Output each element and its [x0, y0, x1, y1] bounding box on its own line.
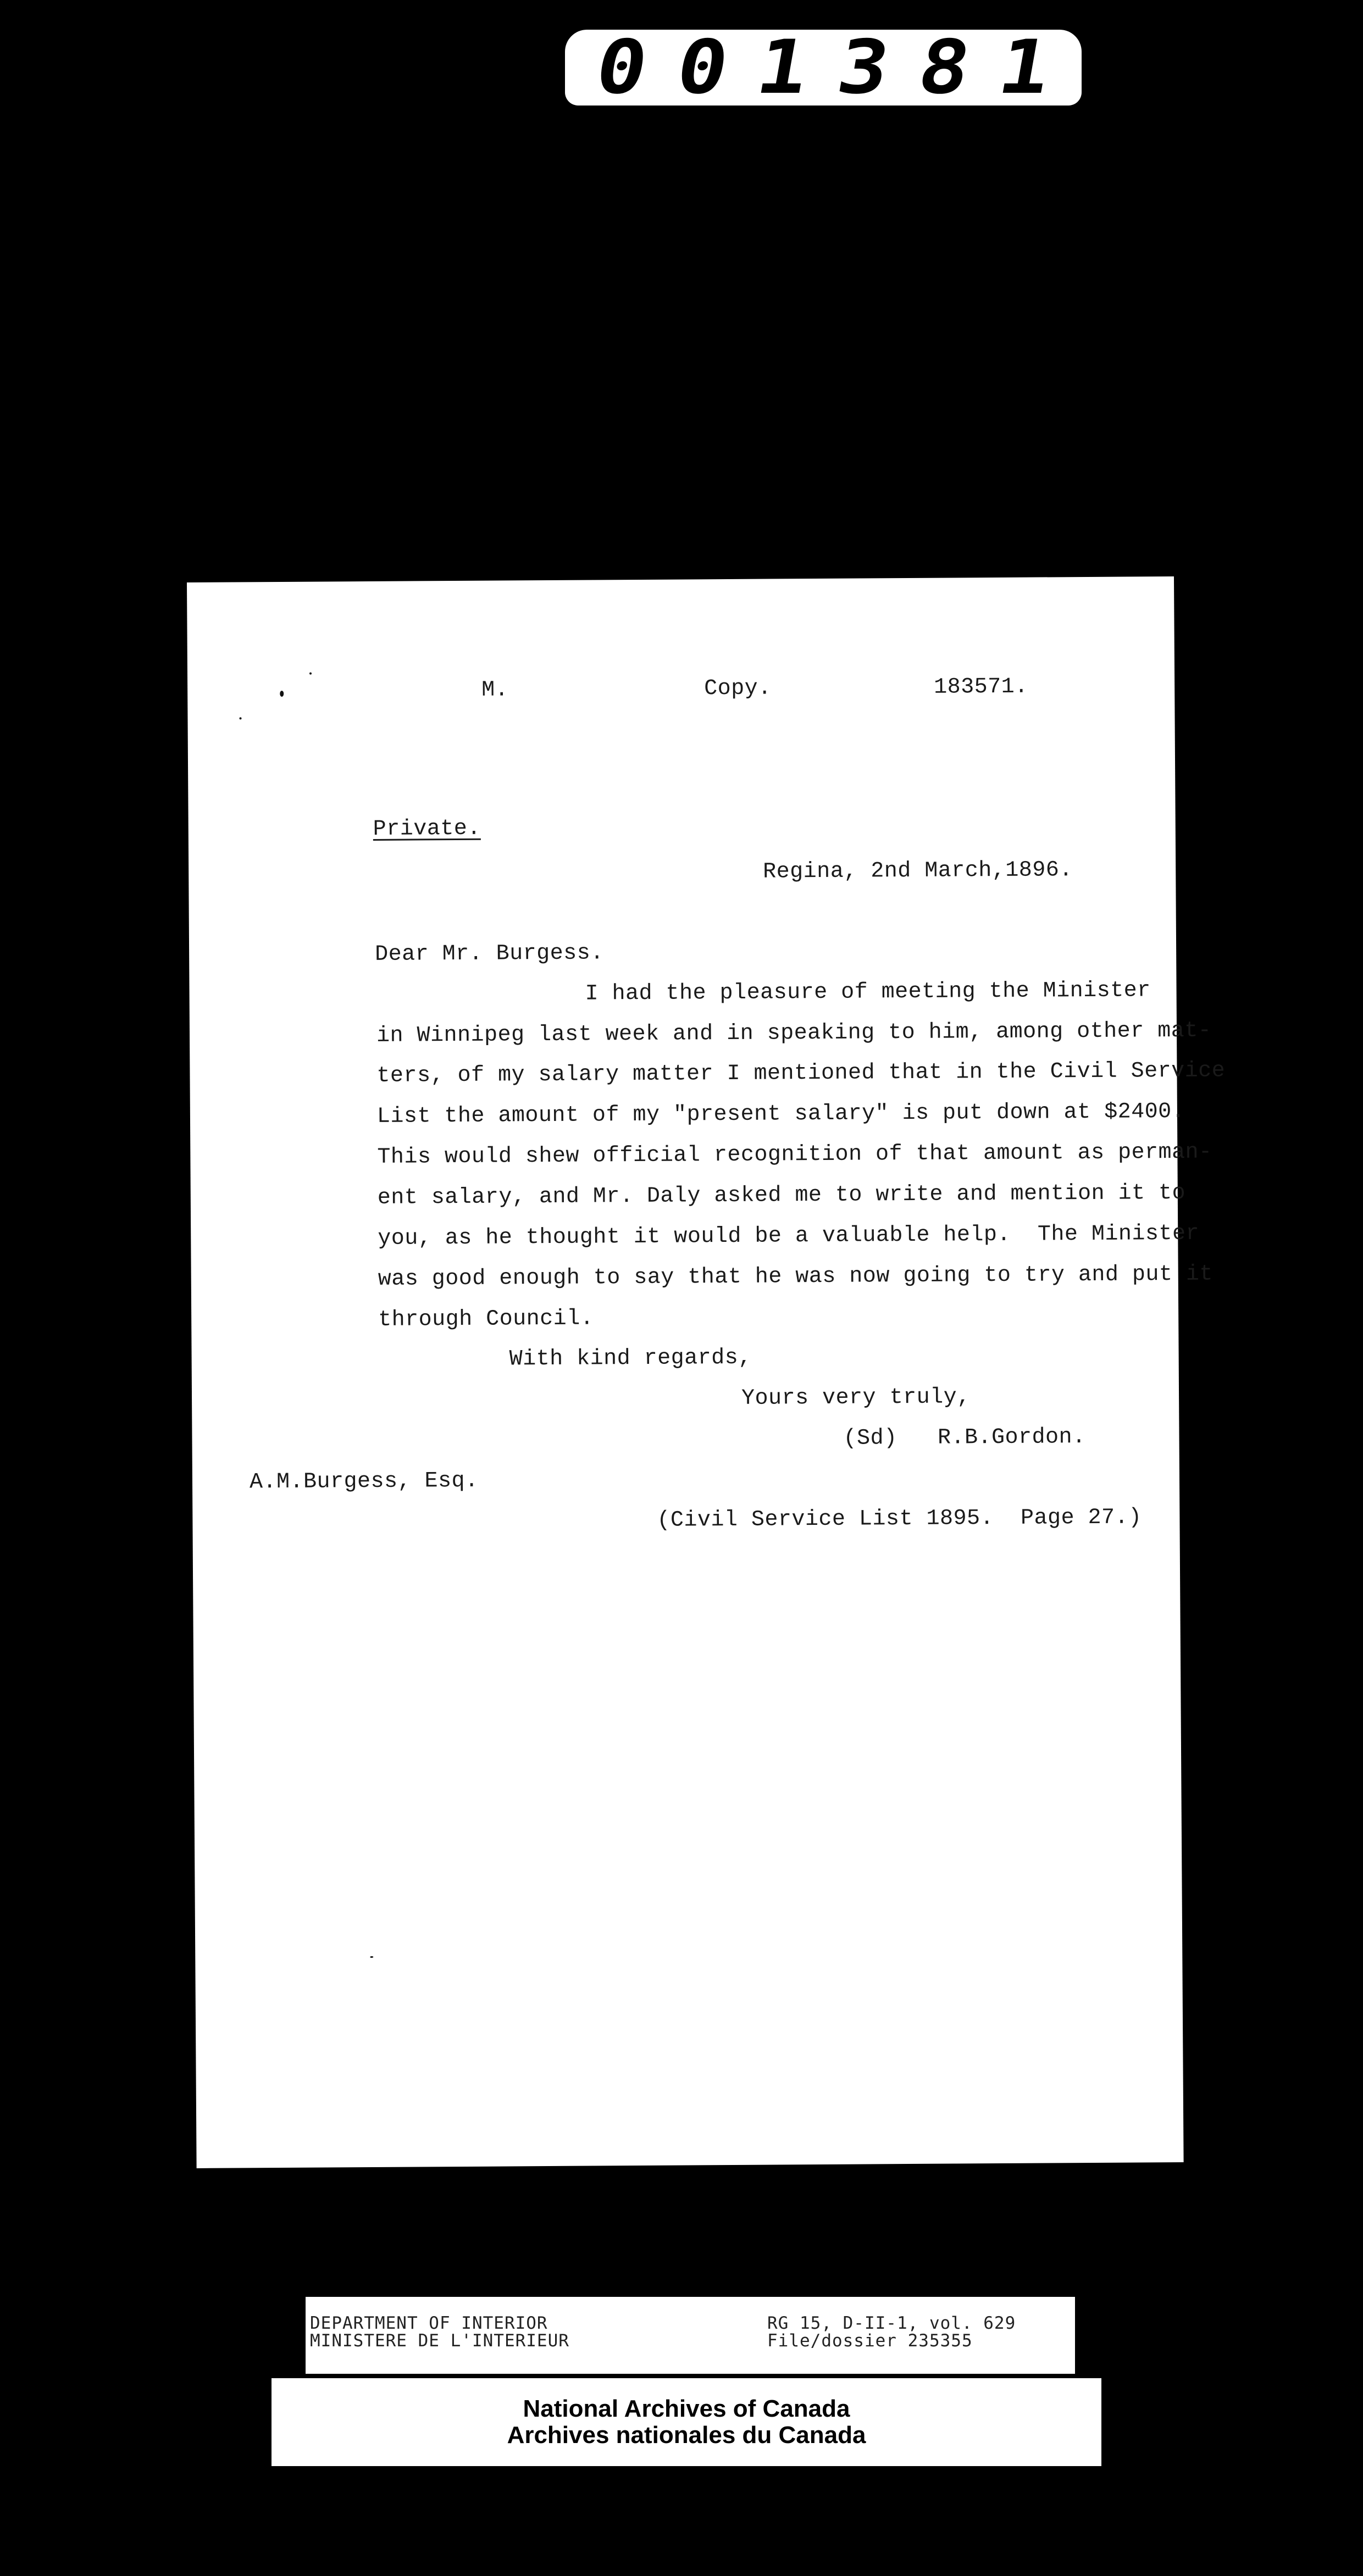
scan-speck: [280, 691, 284, 697]
body-line: was good enough to say that he was now going to try and put it: [378, 1262, 1214, 1292]
body-line: ent salary, and Mr. Daly asked me to write and mention it to: [377, 1180, 1186, 1211]
frame-digit: 1: [750, 24, 816, 111]
salutation: Dear Mr. Burgess.: [375, 941, 604, 967]
body-line: List the amount of my "present salary" is put down at $2400.: [376, 1099, 1185, 1129]
header-file-number: 183571.: [934, 674, 1028, 700]
header-mark: M.: [481, 678, 509, 703]
private-label: Private.: [373, 816, 481, 842]
scan-speck: [370, 1956, 373, 1958]
scan-speck: [309, 673, 312, 675]
department-name-en: DEPARTMENT OF INTERIOR: [310, 2313, 548, 2333]
body-line: I had the pleasure of meeting the Minister: [585, 978, 1151, 1007]
frame-digit: 0: [589, 24, 655, 111]
frame-digit: 8: [911, 24, 977, 111]
archive-name-fr: Archives nationales du Canada: [507, 2422, 866, 2449]
frame-digit: 1: [992, 24, 1057, 111]
body-line: This would shew official recognition of that amount as perman-: [377, 1140, 1212, 1170]
body-line: in Winnipeg last week and in speaking to him, among other mat-: [376, 1018, 1212, 1048]
department-name-fr: MINISTERE DE L'INTERIEUR: [310, 2331, 569, 2351]
signature: (Sd) R.B.Gordon.: [843, 1425, 1086, 1451]
frame-digit: 0: [670, 24, 735, 111]
body-line: you, as he thought it would be a valuable help. The Minister: [378, 1221, 1200, 1251]
department-label: [306, 2297, 1075, 2374]
frame-number-label: [565, 24, 1082, 111]
archive-name-en: National Archives of Canada: [523, 2395, 850, 2422]
place-date: Regina, 2nd March,1896.: [763, 858, 1073, 885]
file-dossier-ref: File/dossier 235355: [767, 2331, 973, 2351]
scan-speck: [240, 717, 242, 719]
valediction: Yours very truly,: [741, 1385, 971, 1411]
header-copy: Copy.: [704, 676, 772, 702]
body-line: through Council.: [378, 1306, 594, 1333]
body-line: ters, of my salary matter I mentioned that in the Civil Service: [376, 1058, 1226, 1089]
record-group-ref: RG 15, D-II-1, vol. 629: [767, 2313, 1016, 2333]
reference-note: (Civil Service List 1895. Page 27.): [657, 1505, 1142, 1533]
frame-digit: 3: [831, 24, 896, 111]
addressee: A.M.Burgess, Esq.: [249, 1468, 479, 1495]
closing: With kind regards,: [509, 1345, 752, 1372]
letter-page: [187, 576, 1226, 2168]
archive-label: [272, 2378, 1101, 2466]
